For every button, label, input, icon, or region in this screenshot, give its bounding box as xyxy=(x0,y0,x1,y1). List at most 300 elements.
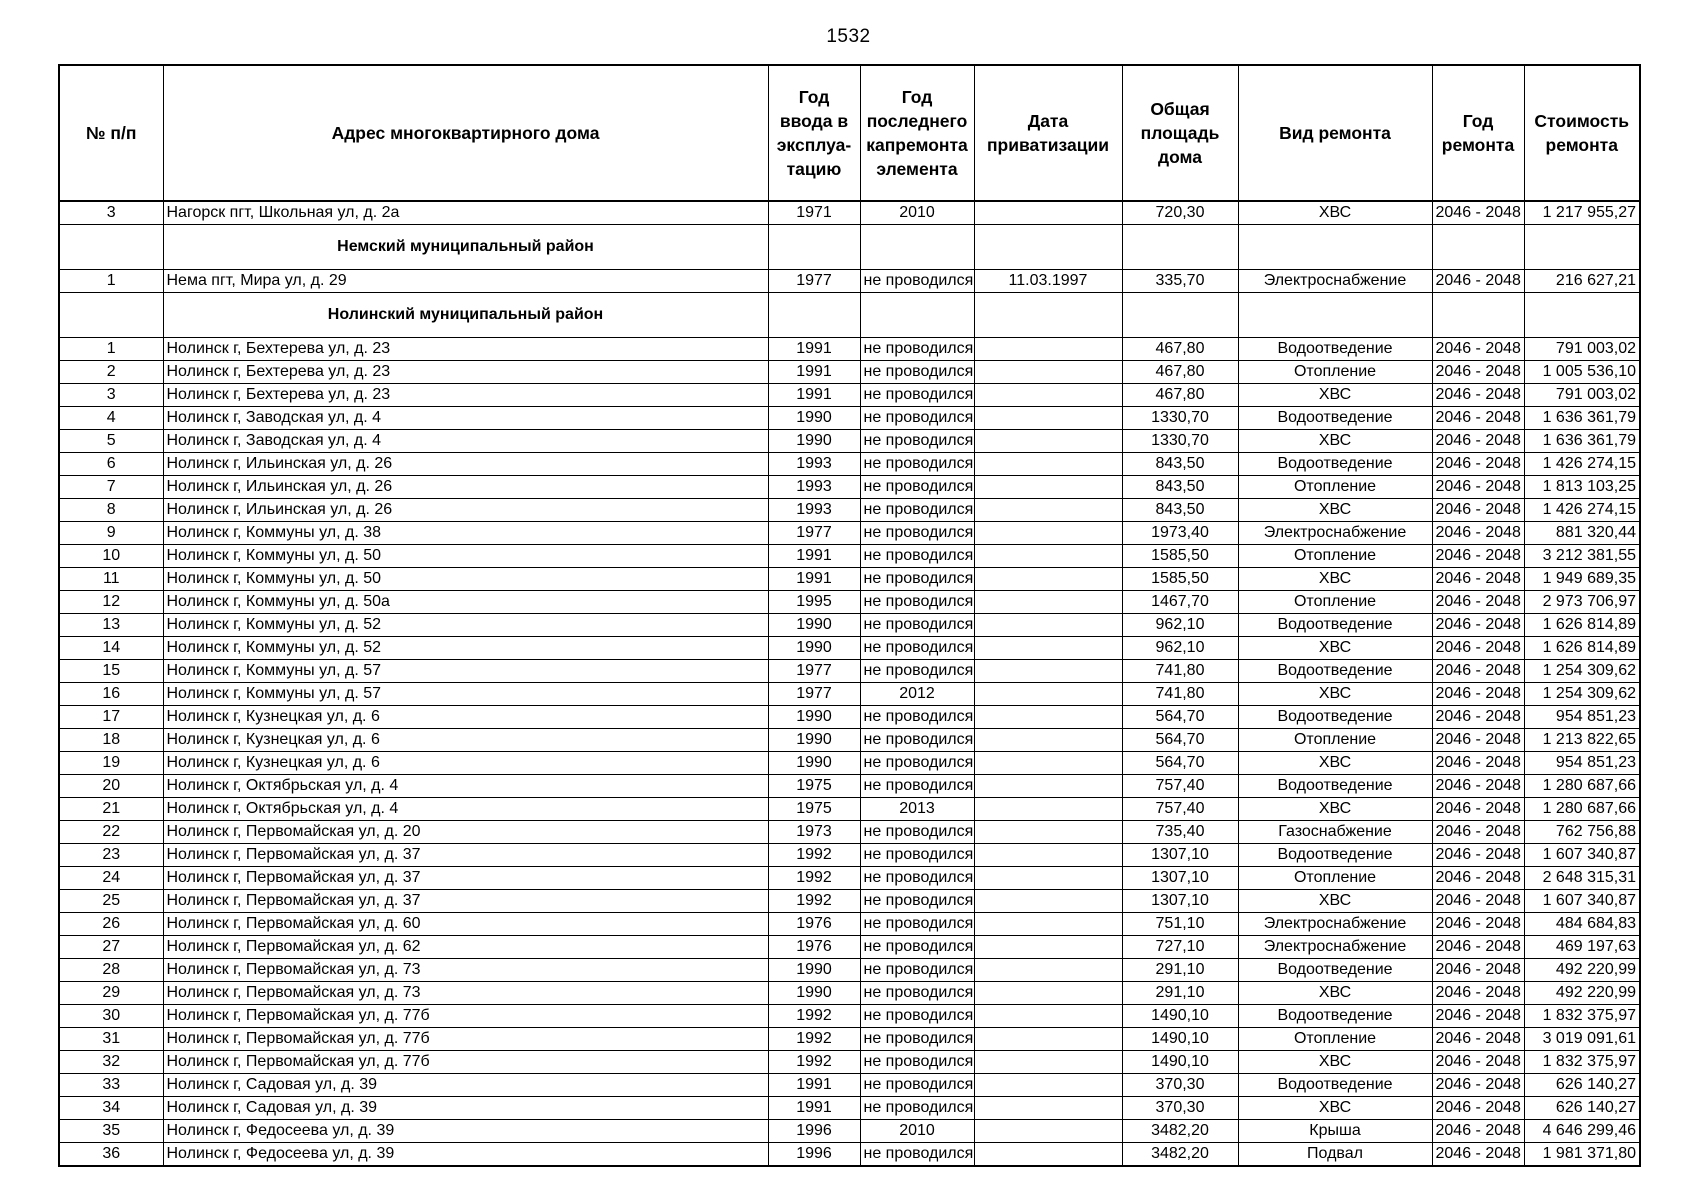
table-row xyxy=(59,867,1640,890)
row-number: 25 xyxy=(59,890,163,913)
table-row xyxy=(59,729,1640,752)
table-row xyxy=(59,1120,1640,1143)
row-number: 26 xyxy=(59,913,163,936)
year-built-cell: 1990 xyxy=(768,982,860,1005)
cost-cell: 1 213 822,65 xyxy=(1524,729,1640,752)
cost-cell: 1 426 274,15 xyxy=(1524,499,1640,522)
table-row xyxy=(59,568,1640,591)
region-empty-cell xyxy=(768,293,860,338)
repair-type-cell: ХВС xyxy=(1238,683,1432,706)
privatization-cell xyxy=(974,614,1122,637)
year-built-cell: 1991 xyxy=(768,545,860,568)
year-built-cell: 1995 xyxy=(768,591,860,614)
privatization-cell xyxy=(974,798,1122,821)
privatization-cell xyxy=(974,982,1122,1005)
privatization-cell xyxy=(974,361,1122,384)
cost-cell: 954 851,23 xyxy=(1524,706,1640,729)
row-number: 6 xyxy=(59,453,163,476)
table-row xyxy=(59,1143,1640,1167)
table-row xyxy=(59,453,1640,476)
area-cell: 564,70 xyxy=(1122,729,1238,752)
repair-type-cell: ХВС xyxy=(1238,201,1432,225)
address-cell: Нолинск г, Коммуны ул, д. 52 xyxy=(163,614,768,637)
repair-type-cell: Водоотведение xyxy=(1238,959,1432,982)
cost-cell: 1 280 687,66 xyxy=(1524,775,1640,798)
area-cell: 1973,40 xyxy=(1122,522,1238,545)
address-cell: Нолинск г, Первомайская ул, д. 77б xyxy=(163,1005,768,1028)
year-built-cell: 1993 xyxy=(768,453,860,476)
row-number: 4 xyxy=(59,407,163,430)
row-number: 9 xyxy=(59,522,163,545)
region-empty-cell xyxy=(1524,225,1640,270)
region-empty-cell xyxy=(860,225,974,270)
cost-cell: 1 636 361,79 xyxy=(1524,430,1640,453)
row-number: 27 xyxy=(59,936,163,959)
table-row xyxy=(59,775,1640,798)
repair-type-cell: Отопление xyxy=(1238,729,1432,752)
table-row xyxy=(59,1028,1640,1051)
repair-year-cell: 2046 - 2048 xyxy=(1432,430,1524,453)
header-year-built: Год ввода в эксплуа-тацию xyxy=(768,65,860,201)
cost-cell: 762 756,88 xyxy=(1524,821,1640,844)
repair-type-cell: Водоотведение xyxy=(1238,453,1432,476)
repair-type-cell: ХВС xyxy=(1238,752,1432,775)
last-repair-cell: 2010 xyxy=(860,1120,974,1143)
year-built-cell: 1977 xyxy=(768,522,860,545)
repair-year-cell: 2046 - 2048 xyxy=(1432,1005,1524,1028)
region-empty-cell xyxy=(860,293,974,338)
header-num: № п/п xyxy=(59,65,163,201)
privatization-cell xyxy=(974,545,1122,568)
row-number: 17 xyxy=(59,706,163,729)
year-built-cell: 1990 xyxy=(768,637,860,660)
address-cell: Нолинск г, Первомайская ул, д. 37 xyxy=(163,867,768,890)
last-repair-cell: не проводился xyxy=(860,1143,974,1167)
repair-type-cell: ХВС xyxy=(1238,637,1432,660)
repair-year-cell: 2046 - 2048 xyxy=(1432,453,1524,476)
row-number: 15 xyxy=(59,660,163,683)
row-number: 22 xyxy=(59,821,163,844)
last-repair-cell: не проводился xyxy=(860,476,974,499)
cost-cell: 791 003,02 xyxy=(1524,384,1640,407)
privatization-cell xyxy=(974,591,1122,614)
table-row xyxy=(59,476,1640,499)
repair-year-cell: 2046 - 2048 xyxy=(1432,844,1524,867)
last-repair-cell: не проводился xyxy=(860,1005,974,1028)
area-cell: 1490,10 xyxy=(1122,1051,1238,1074)
header-last-repair: Год последнего капремонта элемента xyxy=(860,65,974,201)
table-row xyxy=(59,913,1640,936)
address-cell: Нолинск г, Коммуны ул, д. 50а xyxy=(163,591,768,614)
privatization-cell xyxy=(974,706,1122,729)
year-built-cell: 1975 xyxy=(768,775,860,798)
table-row xyxy=(59,270,1640,293)
privatization-cell xyxy=(974,1028,1122,1051)
region-empty-cell xyxy=(1122,225,1238,270)
year-built-cell: 1993 xyxy=(768,499,860,522)
area-cell: 1330,70 xyxy=(1122,407,1238,430)
repair-type-cell: ХВС xyxy=(1238,798,1432,821)
row-number: 7 xyxy=(59,476,163,499)
last-repair-cell: не проводился xyxy=(860,384,974,407)
table-row xyxy=(59,706,1640,729)
repair-year-cell: 2046 - 2048 xyxy=(1432,729,1524,752)
cost-cell: 2 648 315,31 xyxy=(1524,867,1640,890)
row-number: 35 xyxy=(59,1120,163,1143)
year-built-cell: 1990 xyxy=(768,430,860,453)
address-cell: Нолинск г, Ильинская ул, д. 26 xyxy=(163,453,768,476)
cost-cell: 2 973 706,97 xyxy=(1524,591,1640,614)
area-cell: 335,70 xyxy=(1122,270,1238,293)
cost-cell: 1 280 687,66 xyxy=(1524,798,1640,821)
year-built-cell: 1990 xyxy=(768,614,860,637)
privatization-cell xyxy=(974,821,1122,844)
last-repair-cell: не проводился xyxy=(860,982,974,1005)
address-cell: Нолинск г, Первомайская ул, д. 37 xyxy=(163,844,768,867)
repair-type-cell: ХВС xyxy=(1238,430,1432,453)
cost-cell: 1 949 689,35 xyxy=(1524,568,1640,591)
privatization-cell xyxy=(974,201,1122,225)
row-number: 29 xyxy=(59,982,163,1005)
last-repair-cell: не проводился xyxy=(860,1097,974,1120)
cost-cell: 1 005 536,10 xyxy=(1524,361,1640,384)
cost-cell: 1 636 361,79 xyxy=(1524,407,1640,430)
repair-type-cell: Электроснабжение xyxy=(1238,270,1432,293)
privatization-cell xyxy=(974,660,1122,683)
last-repair-cell: не проводился xyxy=(860,706,974,729)
area-cell: 467,80 xyxy=(1122,338,1238,361)
repair-type-cell: ХВС xyxy=(1238,499,1432,522)
repair-type-cell: ХВС xyxy=(1238,568,1432,591)
privatization-cell xyxy=(974,959,1122,982)
repair-year-cell: 2046 - 2048 xyxy=(1432,637,1524,660)
cost-cell: 1 254 309,62 xyxy=(1524,660,1640,683)
privatization-cell xyxy=(974,1120,1122,1143)
address-cell: Нолинск г, Садовая ул, д. 39 xyxy=(163,1097,768,1120)
repair-year-cell: 2046 - 2048 xyxy=(1432,476,1524,499)
last-repair-cell: не проводился xyxy=(860,545,974,568)
repair-type-cell: Водоотведение xyxy=(1238,775,1432,798)
area-cell: 751,10 xyxy=(1122,913,1238,936)
row-number: 1 xyxy=(59,338,163,361)
repair-year-cell: 2046 - 2048 xyxy=(1432,270,1524,293)
year-built-cell: 1991 xyxy=(768,568,860,591)
last-repair-cell: не проводился xyxy=(860,660,974,683)
table-body xyxy=(59,201,1640,1166)
area-cell: 843,50 xyxy=(1122,453,1238,476)
row-number: 24 xyxy=(59,867,163,890)
privatization-cell xyxy=(974,1005,1122,1028)
repair-type-cell: ХВС xyxy=(1238,1097,1432,1120)
header-area: Общая площадь дома xyxy=(1122,65,1238,201)
year-built-cell: 1991 xyxy=(768,361,860,384)
cost-cell: 3 019 091,61 xyxy=(1524,1028,1640,1051)
last-repair-cell: не проводился xyxy=(860,821,974,844)
table-row xyxy=(59,683,1640,706)
row-number: 13 xyxy=(59,614,163,637)
header-repair-year: Год ремонта xyxy=(1432,65,1524,201)
privatization-cell xyxy=(974,913,1122,936)
repair-year-cell: 2046 - 2048 xyxy=(1432,1051,1524,1074)
cost-cell: 1 254 309,62 xyxy=(1524,683,1640,706)
region-empty-cell xyxy=(1432,293,1524,338)
row-number: 3 xyxy=(59,201,163,225)
repair-schedule-table xyxy=(58,64,1641,1167)
area-cell: 467,80 xyxy=(1122,384,1238,407)
cost-cell: 1 626 814,89 xyxy=(1524,614,1640,637)
privatization-cell xyxy=(974,499,1122,522)
last-repair-cell: не проводился xyxy=(860,407,974,430)
repair-type-cell: Крыша xyxy=(1238,1120,1432,1143)
year-built-cell: 1971 xyxy=(768,201,860,225)
address-cell: Нолинск г, Бехтерева ул, д. 23 xyxy=(163,384,768,407)
row-number: 31 xyxy=(59,1028,163,1051)
cost-cell: 1 607 340,87 xyxy=(1524,844,1640,867)
cost-cell: 484 684,83 xyxy=(1524,913,1640,936)
row-number: 20 xyxy=(59,775,163,798)
repair-type-cell: Отопление xyxy=(1238,1028,1432,1051)
year-built-cell: 1977 xyxy=(768,270,860,293)
repair-type-cell: ХВС xyxy=(1238,1051,1432,1074)
address-cell: Нолинск г, Коммуны ул, д. 50 xyxy=(163,568,768,591)
area-cell: 291,10 xyxy=(1122,959,1238,982)
cost-cell: 791 003,02 xyxy=(1524,338,1640,361)
privatization-cell xyxy=(974,1074,1122,1097)
table-row xyxy=(59,522,1640,545)
year-built-cell: 1991 xyxy=(768,1097,860,1120)
year-built-cell: 1976 xyxy=(768,913,860,936)
repair-type-cell: ХВС xyxy=(1238,982,1432,1005)
address-cell: Нолинск г, Ильинская ул, д. 26 xyxy=(163,476,768,499)
year-built-cell: 1992 xyxy=(768,1005,860,1028)
row-number: 8 xyxy=(59,499,163,522)
privatization-cell xyxy=(974,890,1122,913)
area-cell: 1585,50 xyxy=(1122,545,1238,568)
area-cell: 1330,70 xyxy=(1122,430,1238,453)
year-built-cell: 1991 xyxy=(768,384,860,407)
privatization-cell xyxy=(974,476,1122,499)
region-empty-cell xyxy=(59,293,163,338)
repair-year-cell: 2046 - 2048 xyxy=(1432,1143,1524,1167)
cost-cell: 626 140,27 xyxy=(1524,1097,1640,1120)
area-cell: 3482,20 xyxy=(1122,1120,1238,1143)
last-repair-cell: не проводился xyxy=(860,1028,974,1051)
region-header-row xyxy=(59,293,1640,338)
row-number: 36 xyxy=(59,1143,163,1167)
address-cell: Нолинск г, Федосеева ул, д. 39 xyxy=(163,1143,768,1167)
repair-year-cell: 2046 - 2048 xyxy=(1432,821,1524,844)
address-cell: Нолинск г, Первомайская ул, д. 77б xyxy=(163,1028,768,1051)
privatization-cell xyxy=(974,430,1122,453)
repair-type-cell: Водоотведение xyxy=(1238,706,1432,729)
area-cell: 564,70 xyxy=(1122,752,1238,775)
repair-year-cell: 2046 - 2048 xyxy=(1432,890,1524,913)
privatization-cell xyxy=(974,453,1122,476)
last-repair-cell: не проводился xyxy=(860,844,974,867)
address-cell: Нолинск г, Ильинская ул, д. 26 xyxy=(163,499,768,522)
region-header-row xyxy=(59,225,1640,270)
year-built-cell: 1977 xyxy=(768,683,860,706)
repair-year-cell: 2046 - 2048 xyxy=(1432,706,1524,729)
area-cell: 1307,10 xyxy=(1122,890,1238,913)
privatization-cell xyxy=(974,1051,1122,1074)
repair-year-cell: 2046 - 2048 xyxy=(1432,338,1524,361)
repair-year-cell: 2046 - 2048 xyxy=(1432,545,1524,568)
area-cell: 727,10 xyxy=(1122,936,1238,959)
repair-type-cell: Водоотведение xyxy=(1238,614,1432,637)
row-number: 1 xyxy=(59,270,163,293)
repair-type-cell: ХВС xyxy=(1238,890,1432,913)
table-row xyxy=(59,1005,1640,1028)
area-cell: 741,80 xyxy=(1122,683,1238,706)
address-cell: Нолинск г, Первомайская ул, д. 37 xyxy=(163,890,768,913)
area-cell: 1307,10 xyxy=(1122,867,1238,890)
repair-year-cell: 2046 - 2048 xyxy=(1432,982,1524,1005)
privatization-cell xyxy=(974,844,1122,867)
repair-type-cell: Отопление xyxy=(1238,476,1432,499)
table-row xyxy=(59,798,1640,821)
table-header-row xyxy=(59,65,1640,201)
repair-year-cell: 2046 - 2048 xyxy=(1432,568,1524,591)
area-cell: 370,30 xyxy=(1122,1074,1238,1097)
cost-cell: 1 832 375,97 xyxy=(1524,1051,1640,1074)
table-row xyxy=(59,201,1640,225)
area-cell: 962,10 xyxy=(1122,614,1238,637)
privatization-cell xyxy=(974,936,1122,959)
cost-cell: 492 220,99 xyxy=(1524,959,1640,982)
last-repair-cell: не проводился xyxy=(860,1074,974,1097)
privatization-cell xyxy=(974,1143,1122,1167)
year-built-cell: 1973 xyxy=(768,821,860,844)
last-repair-cell: не проводился xyxy=(860,959,974,982)
cost-cell: 1 626 814,89 xyxy=(1524,637,1640,660)
area-cell: 467,80 xyxy=(1122,361,1238,384)
table-row xyxy=(59,361,1640,384)
table-row xyxy=(59,821,1640,844)
area-cell: 962,10 xyxy=(1122,637,1238,660)
region-empty-cell xyxy=(974,293,1122,338)
address-cell: Нолинск г, Кузнецкая ул, д. 6 xyxy=(163,752,768,775)
last-repair-cell: 2013 xyxy=(860,798,974,821)
cost-cell: 1 813 103,25 xyxy=(1524,476,1640,499)
last-repair-cell: не проводился xyxy=(860,338,974,361)
repair-type-cell: Электроснабжение xyxy=(1238,913,1432,936)
row-number: 12 xyxy=(59,591,163,614)
privatization-cell xyxy=(974,775,1122,798)
repair-type-cell: Водоотведение xyxy=(1238,1005,1432,1028)
last-repair-cell: не проводился xyxy=(860,270,974,293)
region-title: Нолинский муниципальный район xyxy=(163,293,768,338)
year-built-cell: 1996 xyxy=(768,1143,860,1167)
last-repair-cell: не проводился xyxy=(860,453,974,476)
address-cell: Нолинск г, Первомайская ул, д. 73 xyxy=(163,982,768,1005)
cost-cell: 954 851,23 xyxy=(1524,752,1640,775)
last-repair-cell: не проводился xyxy=(860,499,974,522)
year-built-cell: 1976 xyxy=(768,936,860,959)
last-repair-cell: 2010 xyxy=(860,201,974,225)
last-repair-cell: не проводился xyxy=(860,568,974,591)
area-cell: 370,30 xyxy=(1122,1097,1238,1120)
repair-type-cell: Водоотведение xyxy=(1238,1074,1432,1097)
header-address: Адрес многоквартирного дома xyxy=(163,65,768,201)
last-repair-cell: 2012 xyxy=(860,683,974,706)
repair-year-cell: 2046 - 2048 xyxy=(1432,384,1524,407)
privatization-cell xyxy=(974,637,1122,660)
year-built-cell: 1996 xyxy=(768,1120,860,1143)
table-row xyxy=(59,499,1640,522)
last-repair-cell: не проводился xyxy=(860,637,974,660)
table-row xyxy=(59,614,1640,637)
cost-cell: 1 981 371,80 xyxy=(1524,1143,1640,1167)
repair-type-cell: Водоотведение xyxy=(1238,660,1432,683)
last-repair-cell: не проводился xyxy=(860,1051,974,1074)
repair-year-cell: 2046 - 2048 xyxy=(1432,407,1524,430)
region-empty-cell xyxy=(1238,293,1432,338)
address-cell: Нолинск г, Кузнецкая ул, д. 6 xyxy=(163,729,768,752)
header-repair-type: Вид ремонта xyxy=(1238,65,1432,201)
repair-year-cell: 2046 - 2048 xyxy=(1432,1120,1524,1143)
cost-cell: 1 217 955,27 xyxy=(1524,201,1640,225)
table-row xyxy=(59,982,1640,1005)
year-built-cell: 1992 xyxy=(768,1028,860,1051)
table-row xyxy=(59,1051,1640,1074)
area-cell: 3482,20 xyxy=(1122,1143,1238,1167)
area-cell: 564,70 xyxy=(1122,706,1238,729)
privatization-cell xyxy=(974,867,1122,890)
repair-year-cell: 2046 - 2048 xyxy=(1432,867,1524,890)
repair-year-cell: 2046 - 2048 xyxy=(1432,522,1524,545)
repair-year-cell: 2046 - 2048 xyxy=(1432,361,1524,384)
last-repair-cell: не проводился xyxy=(860,890,974,913)
privatization-cell xyxy=(974,338,1122,361)
address-cell: Нолинск г, Коммуны ул, д. 57 xyxy=(163,683,768,706)
row-number: 5 xyxy=(59,430,163,453)
area-cell: 1490,10 xyxy=(1122,1028,1238,1051)
region-empty-cell xyxy=(974,225,1122,270)
table-row xyxy=(59,430,1640,453)
last-repair-cell: не проводился xyxy=(860,867,974,890)
repair-type-cell: Водоотведение xyxy=(1238,407,1432,430)
year-built-cell: 1990 xyxy=(768,752,860,775)
header-privatization: Дата приватизации xyxy=(974,65,1122,201)
row-number: 11 xyxy=(59,568,163,591)
page-number: 1532 xyxy=(826,26,871,47)
year-built-cell: 1990 xyxy=(768,706,860,729)
year-built-cell: 1992 xyxy=(768,890,860,913)
year-built-cell: 1975 xyxy=(768,798,860,821)
address-cell: Нолинск г, Бехтерева ул, д. 23 xyxy=(163,338,768,361)
area-cell: 843,50 xyxy=(1122,476,1238,499)
address-cell: Нолинск г, Первомайская ул, д. 73 xyxy=(163,959,768,982)
cost-cell: 881 320,44 xyxy=(1524,522,1640,545)
privatization-cell xyxy=(974,752,1122,775)
year-built-cell: 1977 xyxy=(768,660,860,683)
year-built-cell: 1992 xyxy=(768,1051,860,1074)
privatization-cell xyxy=(974,407,1122,430)
table-row xyxy=(59,545,1640,568)
repair-type-cell: Водоотведение xyxy=(1238,844,1432,867)
repair-year-cell: 2046 - 2048 xyxy=(1432,201,1524,225)
last-repair-cell: не проводился xyxy=(860,591,974,614)
header-cost: Стоимость ремонта xyxy=(1524,65,1640,201)
region-empty-cell xyxy=(768,225,860,270)
last-repair-cell: не проводился xyxy=(860,729,974,752)
area-cell: 1307,10 xyxy=(1122,844,1238,867)
row-number: 23 xyxy=(59,844,163,867)
area-cell: 757,40 xyxy=(1122,775,1238,798)
area-cell: 1490,10 xyxy=(1122,1005,1238,1028)
privatization-cell xyxy=(974,729,1122,752)
